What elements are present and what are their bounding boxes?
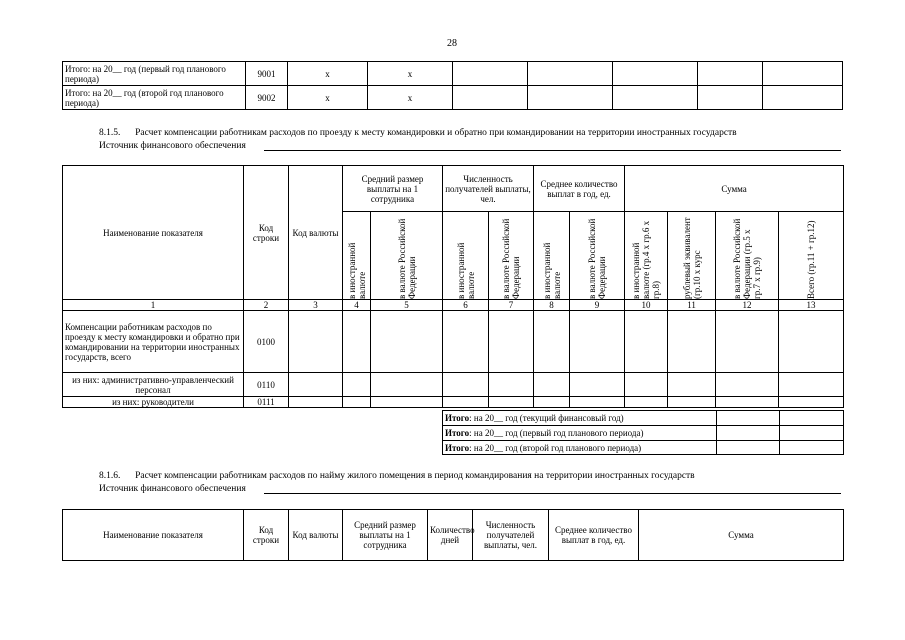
source-underline-815 (264, 150, 841, 151)
cell[interactable] (717, 411, 780, 426)
header-row (63, 166, 844, 212)
cell-x: x (288, 62, 368, 86)
totals-815 (442, 410, 844, 455)
cell[interactable] (343, 373, 371, 397)
row-label: из них: административно-управленческий персонал (63, 373, 244, 397)
cell[interactable] (613, 62, 698, 86)
subheader-sum-foreign: в иностранной валюте (гр.4 x гр.6 x гр.8) (631, 220, 662, 299)
cell[interactable] (780, 426, 844, 441)
source-label-816: Источник финансового обеспечения (99, 484, 246, 494)
total-label: Итого: на 20__ год (первый год планового периода) (443, 426, 717, 441)
cell[interactable] (717, 441, 780, 455)
col-number: 6 (443, 300, 489, 311)
subheader-rub: в валюте Российской Федерации (587, 218, 608, 299)
table-row (63, 86, 843, 110)
cell[interactable] (343, 397, 371, 408)
cell[interactable] (534, 397, 570, 408)
cell[interactable] (779, 311, 844, 373)
cell[interactable] (371, 397, 443, 408)
section-number: 8.1.6. (99, 471, 121, 481)
row-code: 0111 (244, 397, 289, 408)
cell[interactable] (698, 62, 763, 86)
cell[interactable] (371, 311, 443, 373)
table-row (63, 397, 844, 408)
subheader-foreign: в иностранной валюте (541, 242, 562, 299)
header-sum: Сумма (625, 166, 844, 212)
header-recipients: Численность получателей выплаты, чел. (473, 510, 549, 561)
cell-x: x (368, 62, 453, 86)
table-row (63, 311, 844, 373)
cell[interactable] (763, 62, 843, 86)
cell[interactable] (625, 397, 668, 408)
header-name: Наименование показателя (63, 510, 244, 561)
row-code: 0100 (244, 311, 289, 373)
cell[interactable] (625, 311, 668, 373)
row-label: Компенсации работникам расходов по проезду к месту командировки и обратно при командировании на территории иностранных государств, всего (63, 311, 244, 373)
header-name: Наименование показателя (63, 166, 244, 300)
header-currency-code: Код валюты (289, 510, 343, 561)
row-label: из них: руководители (63, 397, 244, 408)
header-row (63, 510, 844, 561)
col-number: 7 (489, 300, 534, 311)
cell[interactable] (570, 311, 625, 373)
section-title: Расчет компенсации работникам расходов по найму жилого помещения в период командирования на территории иностранных государств (135, 471, 695, 481)
subheader-foreign: в иностранной валюте (455, 242, 476, 299)
subheader-sum-ruble-eq: рублевый эквивалент (гр.10 x курс (681, 216, 702, 299)
table-816 (62, 509, 844, 561)
row-label: Итого: на 20__ год (первый год планового периода) (63, 62, 246, 86)
cell[interactable] (780, 411, 844, 426)
header-recipients: Численность получателей выплаты, чел. (443, 166, 534, 212)
header-currency-code: Код валюты (289, 166, 343, 300)
header-sum: Сумма (639, 510, 844, 561)
header-row-code: Код строки (244, 166, 289, 300)
cell-x: x (368, 86, 453, 110)
section-title: Расчет компенсации работникам расходов по проезду к месту командировки и обратно при командировании на территории иностранных государств (135, 128, 737, 138)
column-numbers-row (63, 300, 844, 311)
col-number: 4 (343, 300, 371, 311)
cell[interactable] (443, 311, 489, 373)
cell[interactable] (534, 373, 570, 397)
cell[interactable] (570, 373, 625, 397)
source-label-815: Источник финансового обеспечения (99, 141, 246, 151)
col-number: 11 (668, 300, 716, 311)
header-avg-payment: Средний размер выплаты на 1 сотрудника (343, 166, 443, 212)
cell[interactable] (289, 397, 343, 408)
cell[interactable] (371, 373, 443, 397)
header-row-code: Код строки (244, 510, 289, 561)
table-815 (62, 165, 844, 408)
cell[interactable] (289, 373, 343, 397)
table-row (63, 62, 843, 86)
cell[interactable] (489, 373, 534, 397)
col-number: 10 (625, 300, 668, 311)
cell[interactable] (528, 86, 613, 110)
total-row (443, 426, 844, 441)
cell[interactable] (570, 397, 625, 408)
header-days: Количество дней (428, 510, 473, 561)
source-underline-816 (264, 493, 841, 494)
cell[interactable] (489, 397, 534, 408)
col-number: 13 (779, 300, 844, 311)
table-row (63, 373, 844, 397)
cell[interactable] (716, 373, 779, 397)
col-number: 9 (570, 300, 625, 311)
section-number: 8.1.5. (99, 128, 121, 138)
total-row (443, 411, 844, 426)
header-avg-payment: Средний размер выплаты на 1 сотрудника (343, 510, 428, 561)
cell[interactable] (489, 311, 534, 373)
total-label: Итого: на 20__ год (текущий финансовый год) (443, 411, 717, 426)
cell[interactable] (625, 373, 668, 397)
total-row (443, 441, 844, 455)
subheader-foreign: в иностранной валюте (346, 242, 367, 299)
cell[interactable] (763, 86, 843, 110)
cell[interactable] (668, 311, 716, 373)
cell[interactable] (698, 86, 763, 110)
cell[interactable] (613, 86, 698, 110)
cell[interactable] (716, 397, 779, 408)
cell[interactable] (668, 373, 716, 397)
cell[interactable] (716, 311, 779, 373)
subheader-rub: в валюте Российской Федерации (501, 218, 522, 299)
col-number: 12 (716, 300, 779, 311)
subheader-sum-rub: в валюте Российской Федерации (гр.5 x гр.7 x гр.9) (732, 218, 763, 299)
col-number: 5 (371, 300, 443, 311)
top-continuation-table (62, 61, 843, 110)
section-816-heading (99, 471, 695, 481)
page-number: 28 (447, 38, 457, 49)
cell[interactable] (443, 397, 489, 408)
total-label: Итого: на 20__ год (второй год планового периода) (443, 441, 717, 455)
cell[interactable] (453, 62, 528, 86)
cell[interactable] (534, 311, 570, 373)
cell[interactable] (289, 311, 343, 373)
row-code: 9001 (246, 62, 288, 86)
section-815-heading (99, 128, 737, 138)
col-number: 2 (244, 300, 289, 311)
cell[interactable] (779, 373, 844, 397)
row-label: Итого: на 20__ год (второй год планового периода) (63, 86, 246, 110)
cell[interactable] (780, 441, 844, 455)
header-avg-count: Среднее количество выплат в год, ед. (534, 166, 625, 212)
cell[interactable] (343, 311, 371, 373)
subheader-sum-total: Всего (гр.11 + гр.12) (806, 220, 817, 299)
header-avg-count: Среднее количество выплат в год, ед. (549, 510, 639, 561)
col-number: 3 (289, 300, 343, 311)
row-code: 9002 (246, 86, 288, 110)
subheader-rub: в валюте Российской Федерации (396, 218, 417, 299)
cell-x: x (288, 86, 368, 110)
cell[interactable] (668, 397, 716, 408)
col-number: 1 (63, 300, 244, 311)
cell[interactable] (453, 86, 528, 110)
cell[interactable] (528, 62, 613, 86)
cell[interactable] (779, 397, 844, 408)
col-number: 8 (534, 300, 570, 311)
row-code: 0110 (244, 373, 289, 397)
cell[interactable] (717, 426, 780, 441)
cell[interactable] (443, 373, 489, 397)
